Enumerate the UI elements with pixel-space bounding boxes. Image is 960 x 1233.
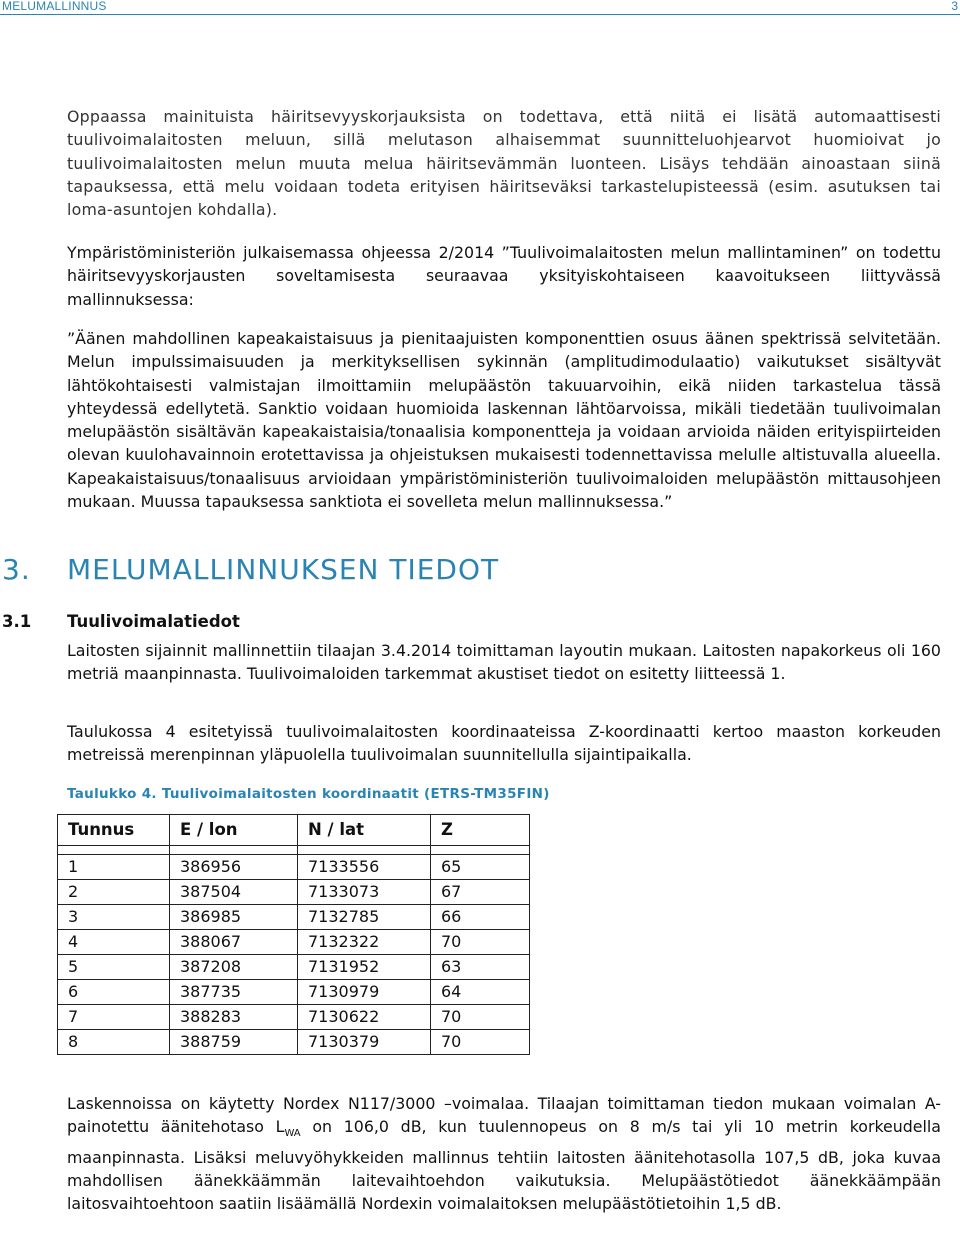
table-cell: 66 [431,905,530,930]
section-number: 3. [2,553,31,586]
table-cell: 7130379 [298,1030,431,1055]
paragraph-5: Taulukossa 4 esitetyissä tuulivoimalaitosten koordinaateissa Z-koordinaatti kertoo maaston korkeuden metreissä merenpinnan yläpuolella tuulivoimalan suunnitellulla sijaintipaikalla. [67,722,941,765]
table-cell: 388067 [170,930,298,955]
table-cell: 4 [58,930,170,955]
table-cell: 388759 [170,1030,298,1055]
page-number: 3 [951,0,958,13]
table-cell: 7133556 [298,855,431,880]
table-cell: 64 [431,980,530,1005]
table-cell: 1 [58,855,170,880]
table-row [58,930,530,955]
table-cell: 8 [58,1030,170,1055]
table-cell: 67 [431,880,530,905]
table-cell: 5 [58,955,170,980]
header-cell: E / lon [170,815,298,846]
table-spacer [58,846,530,855]
header-cell: N / lat [298,815,431,846]
table-cell: 7132322 [298,930,431,955]
section-heading [2,553,499,586]
table-cell: 386985 [170,905,298,930]
table-row [58,880,530,905]
table-cell: 386956 [170,855,298,880]
quote-paragraph: ”Äänen mahdollinen kapeakaistaisuus ja pienitaajuisten komponenttien osuus äänen spektrissä selvitetään. Melun impulssimaisuuden ja merkityksellisen sykinnän (amplitudimodulaatio) vaikutukset sisältyvät lähtökohtaisesti valmistajan ilmoittamiin melupäästön takuuarvoihin, eikä niiden tarkastelua tässä yhteydessä edellytetä. Sanktio voidaan huomioida laskennan lähtöarvoissa, mikäli tiedetään tuulivoimalan melupäästön sisältävän kapeakaistaisia/tonaalisia komponentteja ja voidaan arvioida näiden erityispiirteiden olevan kuulohavainnoin erotettavissa ja ohjeistuksen mukaisesti todennettavissa melulle altistuvalla alueella. Kapeakaistaisuus/tonaalisuus arvioidaan ympäristöministeriön tuulivoimaloiden melupäästön mittausohjeen mukaan. Muussa tapauksessa sanktiota ei sovelleta melun mallinnuksessa.” [67,329,941,512]
section-title: MELUMALLINNUKSEN TIEDOT [67,553,500,586]
lwa-subscript: WA [284,1128,301,1140]
table-cell: 388283 [170,1005,298,1030]
table-cell: 70 [431,1005,530,1030]
table-row [58,955,530,980]
running-header [0,0,960,15]
table-cell: 7130979 [298,980,431,1005]
table-cell: 63 [431,955,530,980]
table-body [58,846,530,1055]
paragraph-1: Oppaassa mainituista häiritsevyyskorjauksista on todettava, että niitä ei lisätä automaattisesti tuulivoimalaitosten meluun, sillä melutason alhaisemmat suunnitteluohjearvot huomioivat jo tuulivoimalaitosten melun muuta melua häiritsevämmän luonteen. Lisäys tehdään ainoastaan siinä tapauksessa, että melu voidaan todeta erityisen häiritseväksi tarkastelupisteessä (esim. asutuksen tai loma-asuntojen kohdalla). [67,107,941,220]
table-header-row [58,815,530,846]
paragraph-2: Ympäristöministeriön julkaisemassa ohjeessa 2/2014 ”Tuulivoimalaitosten melun mallintaminen” on todettu häiritsevyyskorjausten soveltamisesta seuraavaa yksityiskohtaiseen kaavoitukseen liittyvässä mallinnuksessa: [67,243,941,309]
table-cell: 7131952 [298,955,431,980]
table-cell: 7133073 [298,880,431,905]
paragraph-6-part-a: Laskennoissa on käytetty Nordex N117/3000 –voimalaa. Tilaajan toimittaman tiedon mukaan voimalan A-painotettu äänitehotaso L [67,1094,941,1137]
table-cell: 7130622 [298,1005,431,1030]
table-cell: 387504 [170,880,298,905]
paragraph-6-part-b: on 106,0 dB, kun tuulennopeus on 8 m/s tai yli 10 metrin korkeudella maanpinnasta. Lisäksi meluvyöhykkeiden mallinnus tehtiin laitosten äänitehotasolla 107,5 dB, joka kuvaa mahdollisen äänekkäämmän laitevaihtoehdon vaikutuksia. Melupäästötiedot äänekkäämpään laitosvaihtoehtoon saatiin lisäämällä Nordexin voimalaitoksen melupäästötietoihin 1,5 dB. [67,1117,941,1214]
table-cell: 7132785 [298,905,431,930]
header-cell: Z [431,815,530,846]
table-cell: 6 [58,980,170,1005]
table-cell: 387208 [170,955,298,980]
table-cell: 65 [431,855,530,880]
table-cell: 7 [58,1005,170,1030]
running-title: MELUMALLINNUS [2,0,107,13]
paragraph-6 [67,1092,941,1216]
subsection-title: Tuulivoimalatiedot [67,612,240,631]
table-cell: 2 [58,880,170,905]
table-caption: Taulukko 4. Tuulivoimalaitosten koordinaatit (ETRS-TM35FIN) [67,786,550,802]
table-row [58,905,530,930]
coordinates-table [57,814,530,1055]
table-row [58,1030,530,1055]
table-cell: 70 [431,1030,530,1055]
subsection-number: 3.1 [2,612,32,631]
table-cell: 70 [431,930,530,955]
paragraph-4: Laitosten sijainnit mallinnettiin tilaajan 3.4.2014 toimittaman layoutin mukaan. Laitosten napakorkeus oli 160 metriä maanpinnasta. Tuulivoimaloiden tarkemmat akustiset tiedot on esitetty liitteessä 1. [67,641,941,684]
header-cell: Tunnus [58,815,170,846]
table-row [58,855,530,880]
table-cell: 387735 [170,980,298,1005]
table-row [58,980,530,1005]
table-cell: 3 [58,905,170,930]
subsection-heading [2,612,240,631]
table-row [58,1005,530,1030]
